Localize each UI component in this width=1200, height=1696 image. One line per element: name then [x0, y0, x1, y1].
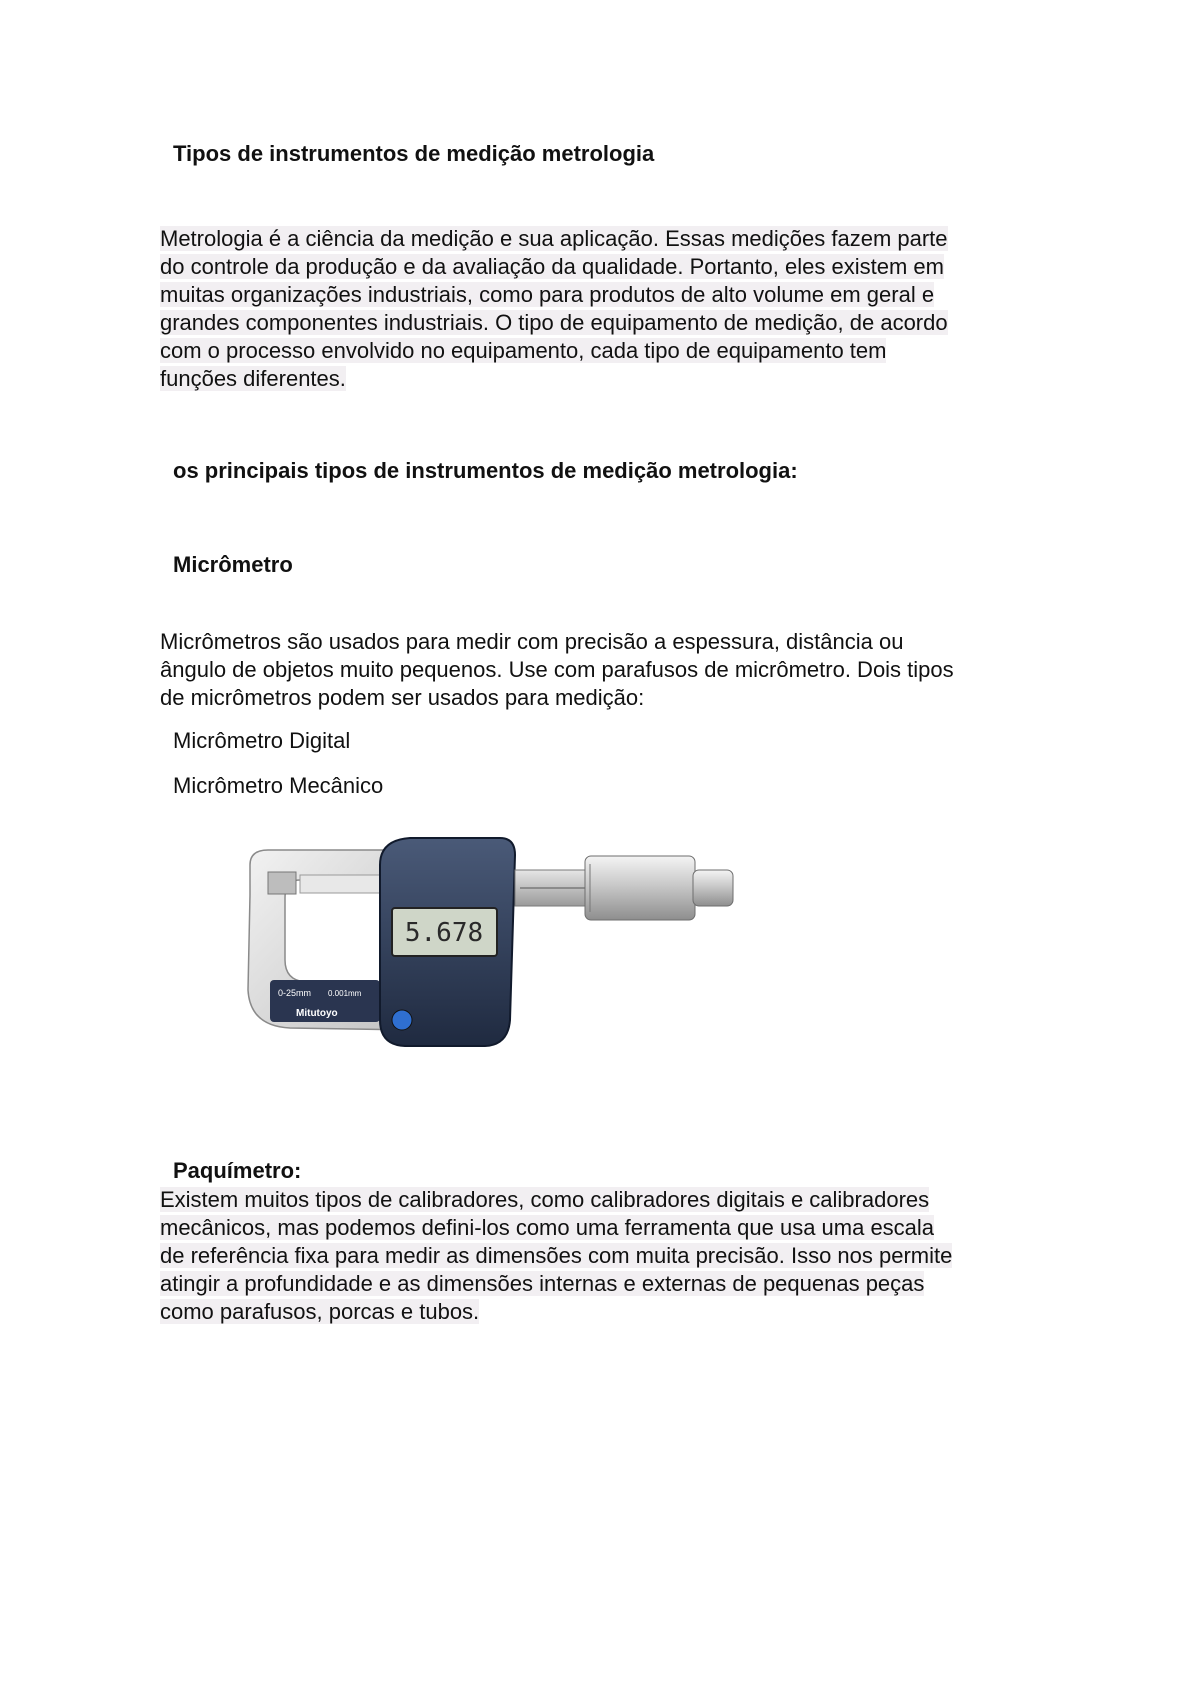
text-line: Micrômetros são usados para medir com precisão a espessura, distância ou: [160, 629, 904, 654]
paquimetro-paragraph: [160, 1186, 1060, 1326]
micrometro-heading: Micrômetro: [173, 552, 293, 577]
text-line: Existem muitos tipos de calibradores, como calibradores digitais e calibradores: [160, 1187, 930, 1212]
micrometro-paragraph: [160, 628, 1060, 712]
text-line: mecânicos, mas podemos defini-los como uma ferramenta que usa uma escala: [160, 1215, 935, 1240]
text-line: grandes componentes industriais. O tipo de equipamento de medição, de acordo: [160, 310, 948, 335]
text-line: como parafusos, porcas e tubos.: [160, 1299, 480, 1324]
text-line: Metrologia é a ciência da medição e sua aplicação. Essas medições fazem parte: [160, 226, 948, 251]
text-line: funções diferentes.: [160, 366, 346, 391]
text-line: do controle da produção e da avaliação da qualidade. Portanto, eles existem em: [160, 254, 944, 279]
frame-resolution-label: 0.001mm: [328, 989, 362, 998]
main-types-heading: os principais tipos de instrumentos de medição metrologia:: [173, 458, 798, 483]
text-line: de referência fixa para medir as dimensões com muita precisão. Isso nos permite: [160, 1243, 953, 1268]
page-title: Tipos de instrumentos de medição metrologia: [173, 141, 655, 166]
frame-range-label: 0-25mm: [278, 988, 312, 998]
micrometer-anvil: [268, 872, 296, 894]
micrometer-image: [230, 820, 830, 1070]
micrometer-ratchet: [693, 870, 733, 906]
paquimetro-heading: Paquímetro:: [173, 1158, 302, 1183]
text-line: atingir a profundidade e as dimensões internas e externas de pequenas peças: [160, 1271, 925, 1296]
micrometro-type-mecanico: Micrômetro Mecânico: [173, 773, 384, 798]
text-line: ângulo de objetos muito pequenos. Use com parafusos de micrômetro. Dois tipos: [160, 657, 954, 682]
intro-paragraph: [160, 225, 1060, 393]
micrometer-thimble: [585, 856, 695, 920]
origin-button: [392, 1010, 412, 1030]
text-line: de micrômetros podem ser usados para medição:: [160, 685, 645, 710]
micrometro-type-digital: Micrômetro Digital: [173, 728, 351, 753]
lcd-reading: 5.678: [404, 918, 484, 948]
text-line: com o processo envolvido no equipamento, cada tipo de equipamento tem: [160, 338, 887, 363]
text-line: muitas organizações industriais, como para produtos de alto volume em geral e: [160, 282, 935, 307]
brand-label: Mitutoyo: [296, 1008, 338, 1019]
